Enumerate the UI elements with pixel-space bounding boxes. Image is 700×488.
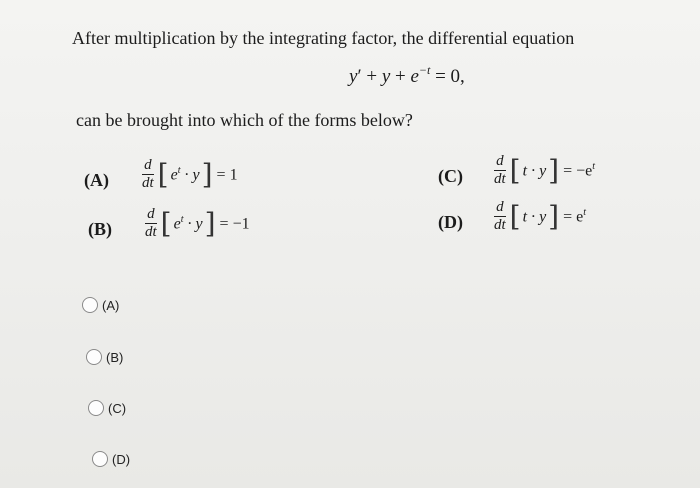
option-c-left-bracket: [ <box>509 153 521 187</box>
option-d-inner-rest: · y <box>527 208 547 226</box>
option-c-rhs-text: = −e <box>563 162 593 180</box>
option-c-rhs-sup: t <box>592 160 596 172</box>
option-c-inner <box>521 161 549 180</box>
option-d-label: (D) <box>438 212 463 232</box>
radio-label-c[interactable]: (C) <box>108 400 127 416</box>
option-a-expression <box>142 158 238 191</box>
option-c-label: (C) <box>438 166 463 186</box>
radio-button-a[interactable] <box>82 297 98 313</box>
option-b-rhs-text: = −1 <box>219 215 250 233</box>
option-a-inner-base: e <box>170 166 178 184</box>
radio-label-b[interactable]: (B) <box>106 349 124 365</box>
option-b-inner-rest: · y <box>183 215 203 233</box>
option-a-inner-rest: · y <box>180 166 200 184</box>
option-d-numerator: d <box>496 199 504 215</box>
option-b-left-bracket: [ <box>160 206 172 240</box>
option-d-rhs-sup: t <box>583 206 587 218</box>
option-a-right-bracket: ] <box>201 157 213 191</box>
eq-rhs: = 0, <box>435 66 465 87</box>
eq-y-prime: y <box>349 66 358 87</box>
option-a-derivative <box>142 158 154 191</box>
answer-choice-c[interactable] <box>88 400 126 416</box>
option-c-inner-base: t <box>522 162 528 180</box>
option-a-rhs <box>217 165 238 184</box>
radio-button-d[interactable] <box>92 451 108 467</box>
option-b-label: (B) <box>88 219 112 239</box>
option-b-numerator: d <box>147 206 155 222</box>
option-b-right-bracket: ] <box>204 206 216 240</box>
answer-choice-b[interactable] <box>86 349 123 365</box>
option-d-rhs-text: = e <box>563 208 584 226</box>
option-a-left-bracket: [ <box>157 157 169 191</box>
option-a-inner <box>169 165 202 184</box>
option-d-denominator: dt <box>494 217 506 233</box>
answer-choice-a[interactable] <box>82 297 119 313</box>
radio-button-c[interactable] <box>88 400 104 416</box>
option-c-rhs <box>563 161 595 180</box>
option-d-inner-base: t <box>522 208 528 226</box>
option-c-inner-rest: · y <box>527 162 547 180</box>
eq-plus-2: + <box>395 66 406 87</box>
option-d-derivative <box>494 200 506 233</box>
question-line-3: can be brought into which of the forms below? <box>76 110 413 130</box>
radio-label-d[interactable]: (D) <box>112 451 131 467</box>
question-line-1: After multiplication by the integrating factor, the differential equation <box>72 28 575 48</box>
eq-e: e <box>410 66 419 87</box>
option-b-rhs <box>220 214 250 233</box>
option-d-rhs <box>563 207 586 226</box>
option-b-expression <box>145 207 250 240</box>
option-b-denominator: dt <box>145 224 157 240</box>
option-c-right-bracket: ] <box>548 153 560 187</box>
radio-button-b[interactable] <box>86 349 102 365</box>
option-c-expression <box>494 154 595 187</box>
option-d-right-bracket: ] <box>548 199 560 233</box>
option-a-inner-sup: t <box>177 164 181 176</box>
differential-equation <box>349 63 465 88</box>
option-b-inner-sup: t <box>180 213 184 225</box>
option-a-denominator: dt <box>142 175 154 191</box>
option-b-derivative <box>145 207 157 240</box>
eq-plus-1: + <box>366 66 378 87</box>
answer-choice-d[interactable] <box>92 451 130 467</box>
eq-y: y <box>381 66 391 87</box>
option-d-left-bracket: [ <box>509 199 521 233</box>
option-d-inner <box>521 207 549 226</box>
eq-prime: ′ <box>357 66 362 87</box>
option-c-derivative <box>494 154 506 187</box>
option-a-label: (A) <box>84 170 109 190</box>
eq-exponent: −t <box>418 63 431 77</box>
option-a-numerator: d <box>144 157 152 173</box>
option-c-denominator: dt <box>494 171 506 187</box>
option-d-expression <box>494 200 586 233</box>
option-c-numerator: d <box>496 153 504 169</box>
option-b-inner-base: e <box>173 215 181 233</box>
option-b-inner <box>172 214 205 233</box>
radio-label-a[interactable]: (A) <box>102 297 120 313</box>
option-a-rhs-text: = 1 <box>216 166 238 184</box>
